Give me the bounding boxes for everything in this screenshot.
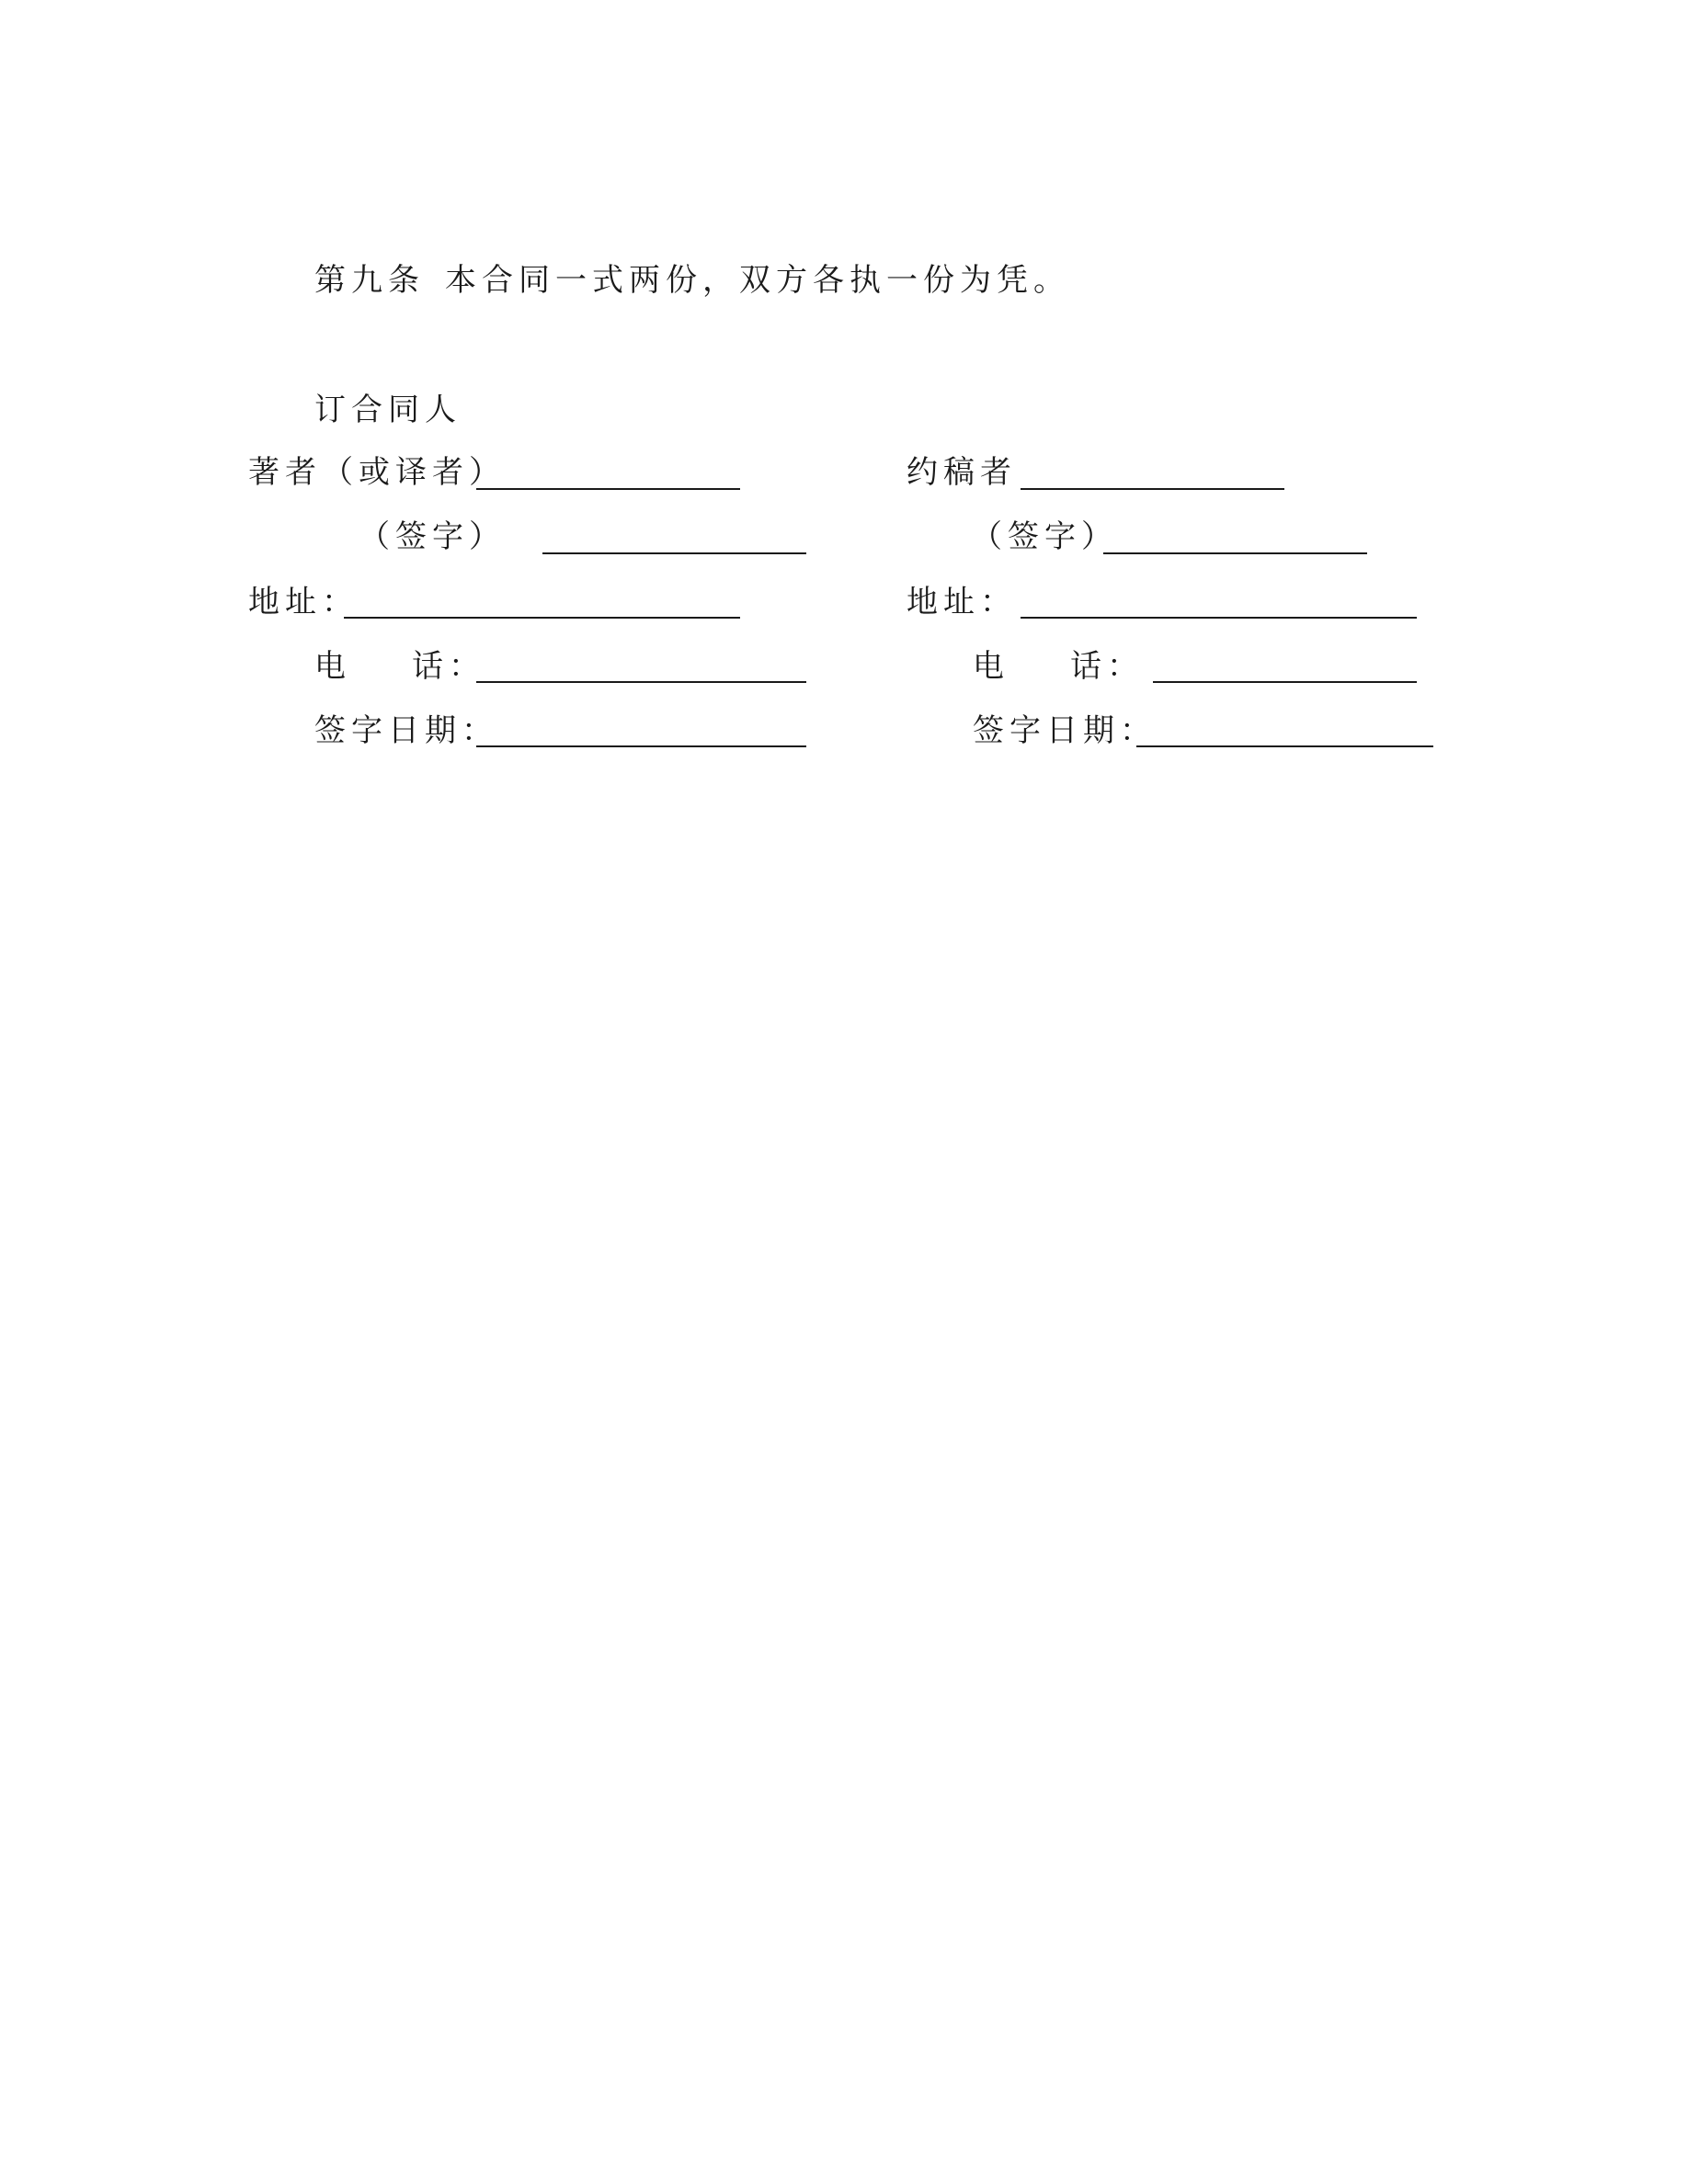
commissioner-address-label: 地址： xyxy=(907,584,1017,620)
author-phone-line[interactable] xyxy=(476,681,806,683)
author-name-line[interactable] xyxy=(476,488,740,490)
commissioner-phone-label-a: 电 xyxy=(973,648,1009,685)
commissioner-phone-label-b: 话： xyxy=(1070,648,1144,685)
author-phone-label-b: 话： xyxy=(412,648,485,685)
author-phone-label-a: 电 xyxy=(314,648,351,685)
commissioner-name-line[interactable] xyxy=(1021,488,1284,490)
commissioner-date-label: 签字日期： xyxy=(973,712,1157,749)
author-address-label: 地址： xyxy=(248,584,359,620)
author-date-line[interactable] xyxy=(476,745,806,747)
commissioner-label: 约稿者 xyxy=(907,454,1017,491)
author-date-label: 签字日期： xyxy=(314,712,498,749)
author-signature-line[interactable] xyxy=(542,552,806,554)
author-address-line[interactable] xyxy=(344,617,740,619)
clause-text: 本合同一式两份，双方各执一份为凭。 xyxy=(445,262,1070,299)
commissioner-date-line[interactable] xyxy=(1136,745,1433,747)
clause-number: 第九条 xyxy=(314,262,425,299)
author-label: 著者（或译者） xyxy=(248,454,506,491)
commissioner-phone-line[interactable] xyxy=(1153,681,1417,683)
commissioner-address-line[interactable] xyxy=(1021,617,1417,619)
commissioner-signature-label: （签字） xyxy=(971,518,1118,555)
signatories-heading: 订合同人 xyxy=(314,392,462,428)
author-signature-label: （签字） xyxy=(359,518,506,555)
commissioner-signature-line[interactable] xyxy=(1103,552,1367,554)
